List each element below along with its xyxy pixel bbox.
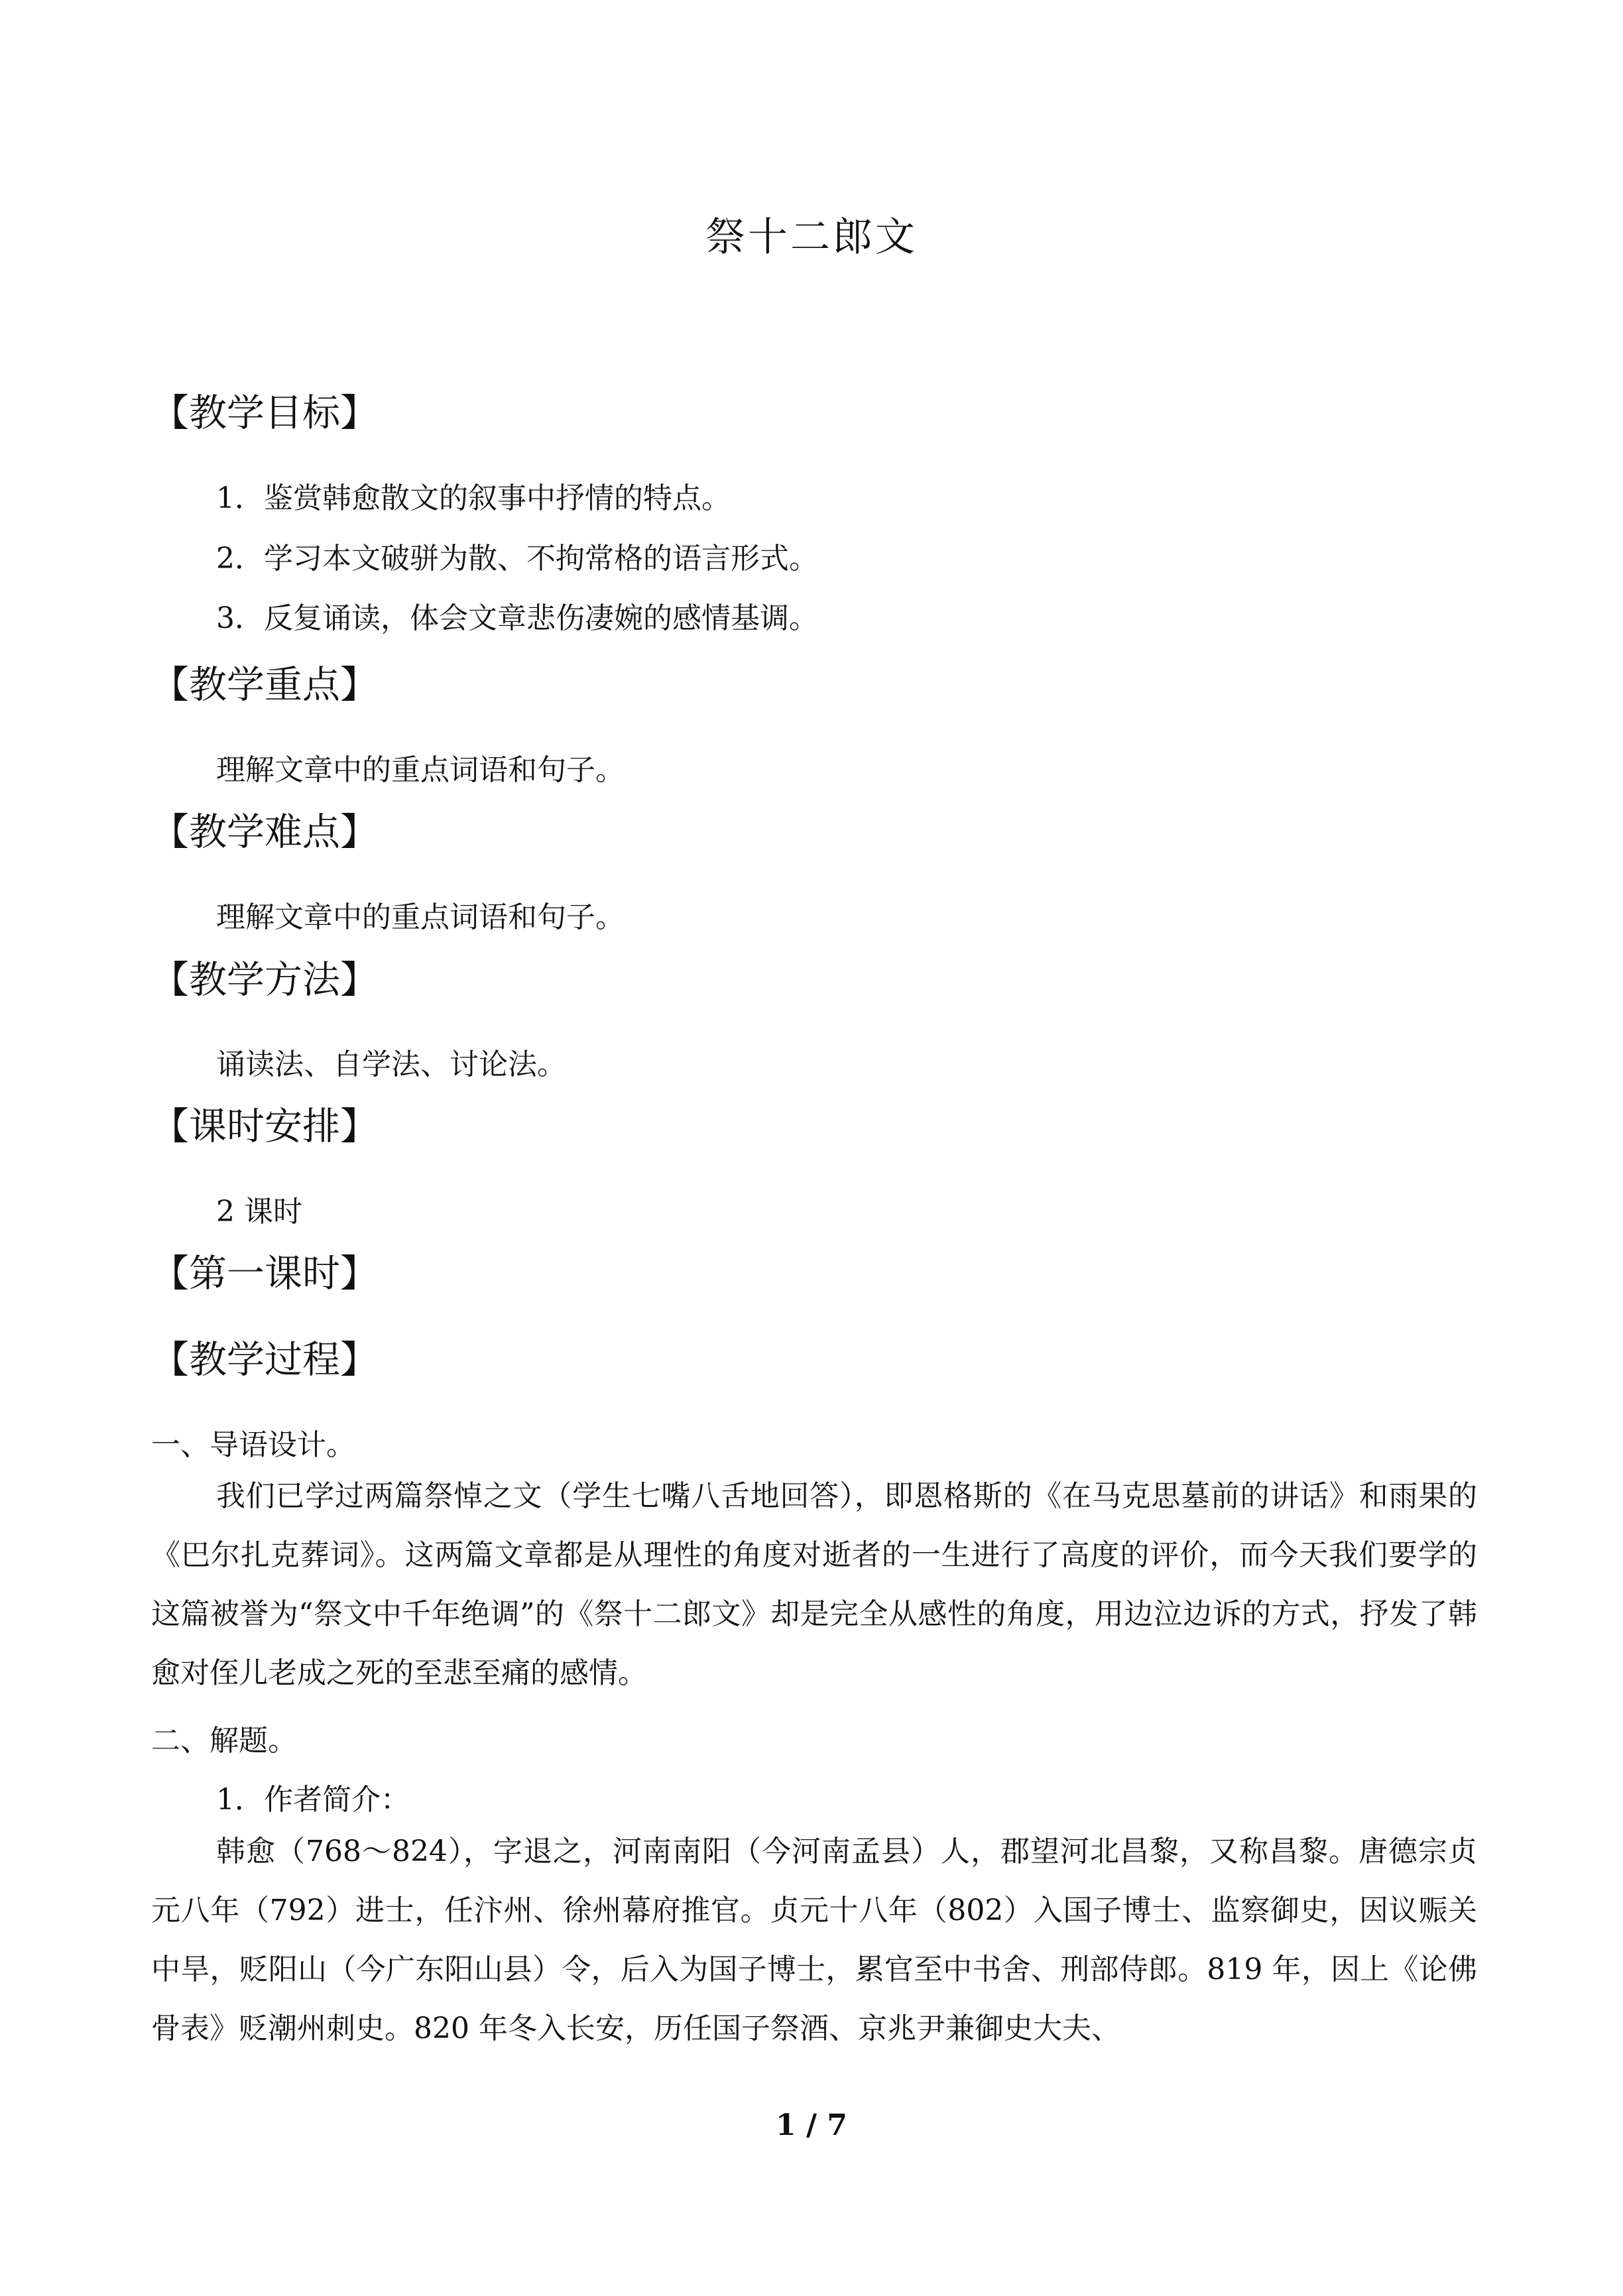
heading-key-points: 【教学重点】	[151, 663, 378, 707]
heading-schedule: 【课时安排】	[151, 1105, 378, 1148]
objective-item-2: 2．学习本文破骈为散、不拘常格的语言形式。	[216, 542, 818, 575]
methods-text: 诵读法、自学法、讨论法。	[216, 1048, 566, 1081]
heading-first-lesson: 【第一课时】	[151, 1252, 378, 1296]
schedule-text: 2 课时	[216, 1195, 302, 1229]
objective-item-1: 1．鉴赏韩愈散文的叙事中抒情的特点。	[216, 481, 731, 515]
heading-process: 【教学过程】	[151, 1338, 378, 1382]
heading-methods: 【教学方法】	[151, 958, 378, 1002]
step2-title: 二、解题。	[151, 1724, 297, 1758]
objective-item-3: 3．反复诵读，体会文章悲伤凄婉的感情基调。	[216, 601, 818, 635]
document-title: 祭十二郎文	[705, 214, 918, 261]
step1-title: 一、导语设计。	[151, 1428, 355, 1462]
heading-difficulties: 【教学难点】	[151, 810, 378, 854]
page-number: 1 / 7	[776, 2108, 847, 2142]
author-title: 1．作者简介：	[216, 1783, 410, 1817]
heading-objectives: 【教学目标】	[151, 391, 378, 435]
step1-paragraph: 我们已学过两篇祭悼之文（学生七嘴八舌地回答），即恩格斯的《在马克思墓前的讲话》和雨果的《巴尔扎克葬词》。这两篇文章都是从理性的角度对逝者的一生进行了高度的评价，而今天我们要学的这篇被誉为“祭文中千年绝调”的《祭十二郎文》却是完全从感性的角度，用边泣边诉的方式，抒发了韩愈对侄儿老成之死的至悲至痛的感情。	[151, 1479, 1477, 1690]
key-points-text: 理解文章中的重点词语和句子。	[216, 753, 625, 787]
difficulties-text: 理解文章中的重点词语和句子。	[216, 900, 625, 934]
author-paragraph: 韩愈（768～824），字退之，河南南阳（今河南孟县）人，郡望河北昌黎，又称昌黎。唐德宗贞元八年（792）进士，任汴州、徐州幕府推官。贞元十八年（802）入国子博士、监察御史，因议赈关中旱，贬阳山（今广东阳山县）令，后入为国子博士，累官至中书舍、刑部侍郎。819 年，因上《论佛骨表》贬潮州刺史。820 年冬入长安，历任国子祭酒、京兆尹兼御史大夫、	[151, 1835, 1477, 2045]
